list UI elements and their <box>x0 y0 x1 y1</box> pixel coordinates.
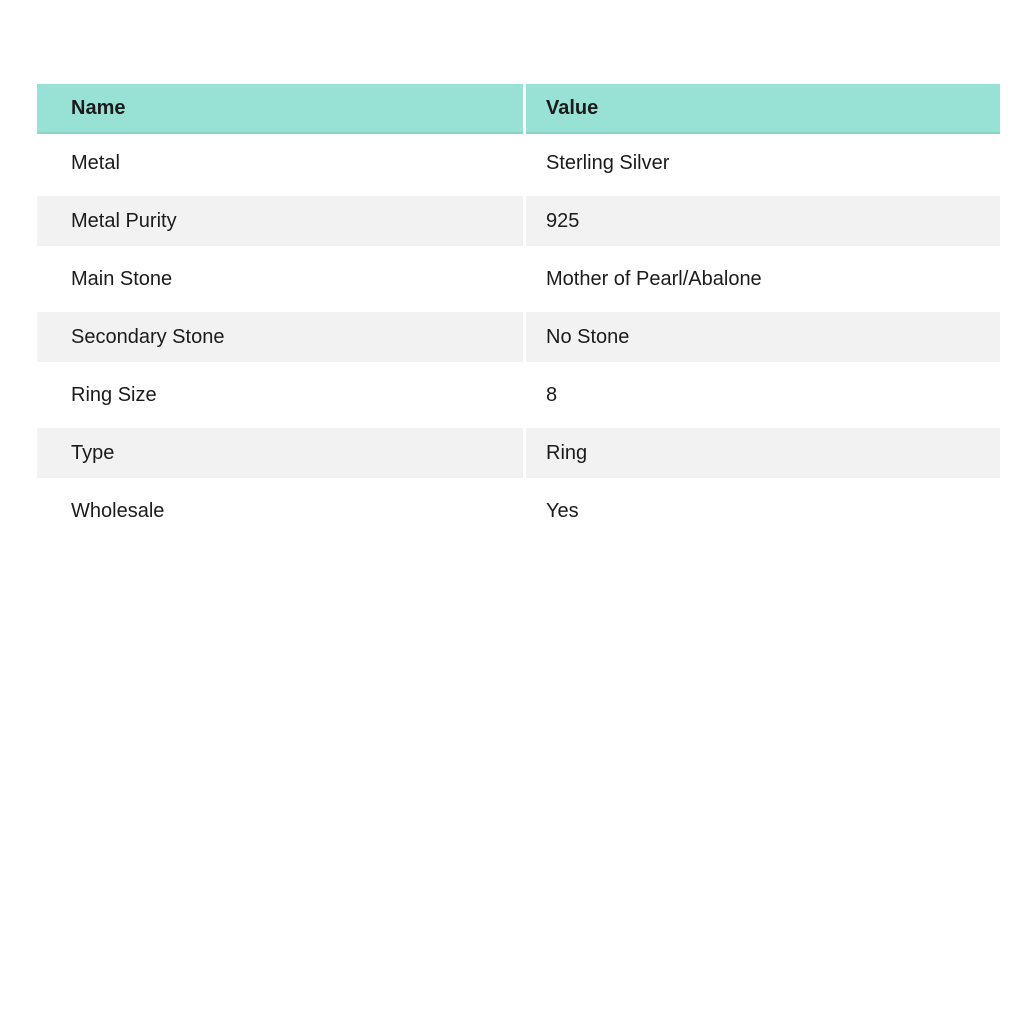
attribute-value-cell: Ring <box>526 424 1000 482</box>
table-header-row <box>37 84 1000 134</box>
attribute-name-cell: Secondary Stone <box>37 308 523 366</box>
attribute-value-cell: Yes <box>526 482 1000 540</box>
attribute-name-cell: Metal Purity <box>37 192 523 250</box>
attribute-value-cell: Sterling Silver <box>526 134 1000 192</box>
table-row <box>37 192 1000 250</box>
attribute-value-cell: No Stone <box>526 308 1000 366</box>
product-spec-table <box>37 84 1000 540</box>
attribute-name-cell: Wholesale <box>37 482 523 540</box>
table-row <box>37 250 1000 308</box>
attribute-name-cell: Main Stone <box>37 250 523 308</box>
attribute-name-cell: Metal <box>37 134 523 192</box>
attribute-name-cell: Ring Size <box>37 366 523 424</box>
column-header-value: Value <box>526 84 1000 134</box>
table-body <box>37 134 1000 540</box>
attribute-value-cell: Mother of Pearl/Abalone <box>526 250 1000 308</box>
table-row <box>37 424 1000 482</box>
attribute-value-cell: 8 <box>526 366 1000 424</box>
table-row <box>37 134 1000 192</box>
attribute-value-cell: 925 <box>526 192 1000 250</box>
table-row <box>37 482 1000 540</box>
attribute-name-cell: Type <box>37 424 523 482</box>
column-header-name: Name <box>37 84 523 134</box>
table-row <box>37 308 1000 366</box>
table-row <box>37 366 1000 424</box>
